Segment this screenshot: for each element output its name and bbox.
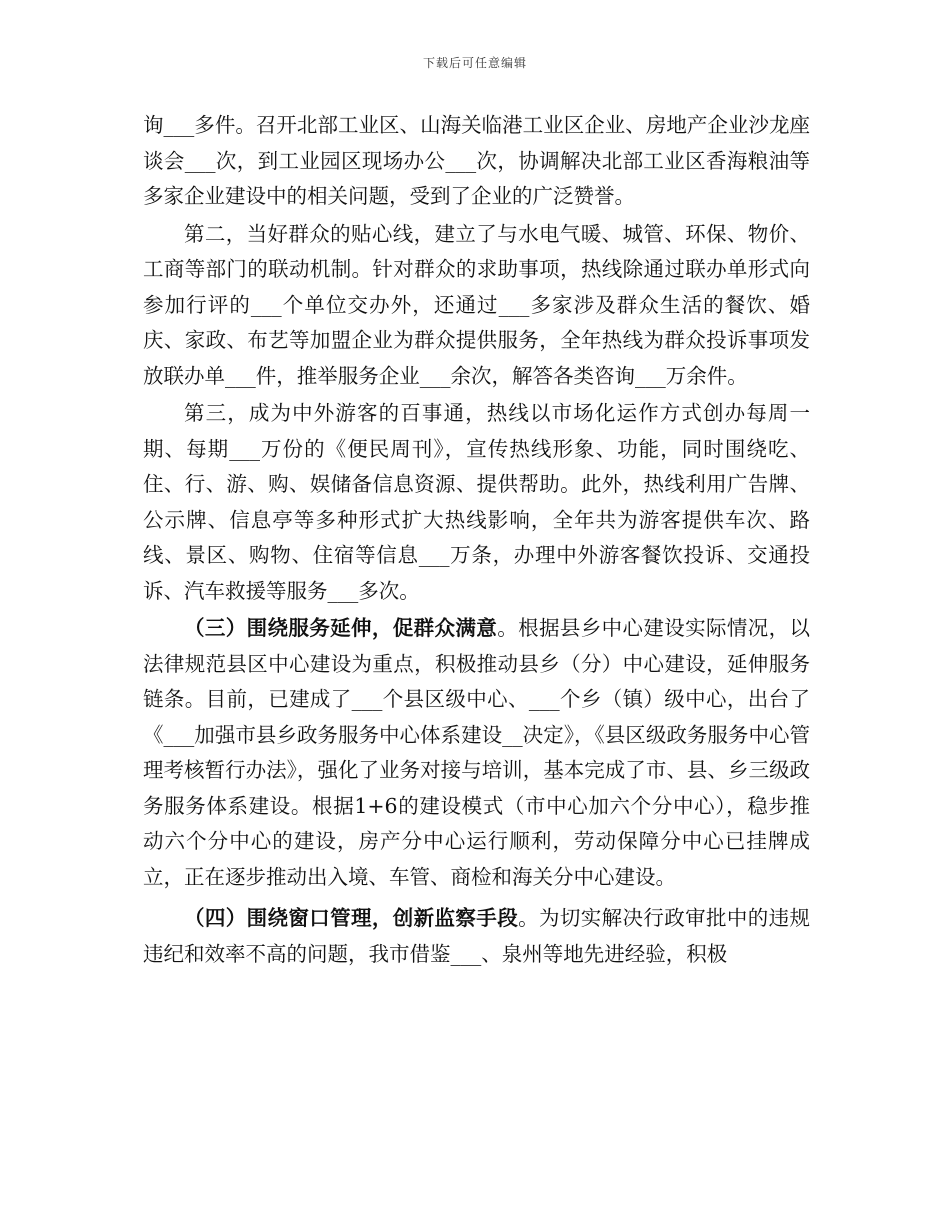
paragraph-3 xyxy=(143,396,810,609)
paragraph-5-heading: （四）围绕窗口管理，创新监察手段 xyxy=(184,906,519,930)
paragraph-1 xyxy=(143,108,810,215)
paragraph-3-text: 第三，成为中外游客的百事通，热线以市场化运作方式创办每周一期、每期___万份的《便民周刊》，宣传热线形象、功能，同时围绕吃、住、行、游、购、娱储备信息资源、提供帮助。此外，热线利用广告牌、公示牌、信息亭等多种形式扩大热线影响，全年共为游客提供车次、路线、景区、购物、住宿等信息___万条，办理中外游客餐饮投诉、交通投诉、汽车救援等服务___多次。 xyxy=(143,401,810,603)
paragraph-4 xyxy=(143,611,810,895)
document-body xyxy=(143,108,810,972)
paragraph-5 xyxy=(143,901,810,972)
page-header-note: 下载后可任意编辑 xyxy=(422,56,527,70)
paragraph-2-text: 第二，当好群众的贴心线，建立了与水电气暖、城管、环保、物价、工商等部门的联动机制。针对群众的求助事项，热线除通过联办单形式向参加行评的___个单位交办外，还通过___多家涉及群众生活的餐饮、婚庆、家政、布艺等加盟企业为群众提供服务，全年热线为群众投诉事项发放联办单___件，推举服务企业___余次，解答各类咨询___万余件。 xyxy=(143,221,810,388)
paragraph-4-text: 。根据县乡中心建设实际情况，以法律规范县区中心建设为重点，积极推动县乡（分）中心建设，延伸服务链条。目前，已建成了___个县区级中心、___个乡（镇）级中心，出台了《___加强市县乡政务服务中心体系建设__决定》，《县区级政务服务中心管理考核暂行办法》，强化了业务对接与培训，基本完成了市、县、乡三级政务服务体系建设。根据1+6的建设模式（市中心加六个分中心），稳步推动六个分中心的建设，房产分中心运行顺利，劳动保障分中心已挂牌成立，正在逐步推动出入境、车管、商检和海关分中心建设。 xyxy=(143,616,811,889)
paragraph-1-text: 询___多件。召开北部工业区、山海关临港工业区企业、房地产企业沙龙座谈会___次，到工业园区现场办公___次，协调解决北部工业区香海粮油等多家企业建设中的相关问题，受到了企业的广泛赞誉。 xyxy=(143,113,810,208)
paragraph-5-text: 。为切实解决行政审批中的违规违纪和效率不高的问题，我市借鉴___、泉州等地先进经验，积极 xyxy=(143,906,811,966)
paragraph-4-heading: （三）围绕服务延伸，促群众满意 xyxy=(184,616,498,640)
paragraph-2 xyxy=(143,217,810,395)
